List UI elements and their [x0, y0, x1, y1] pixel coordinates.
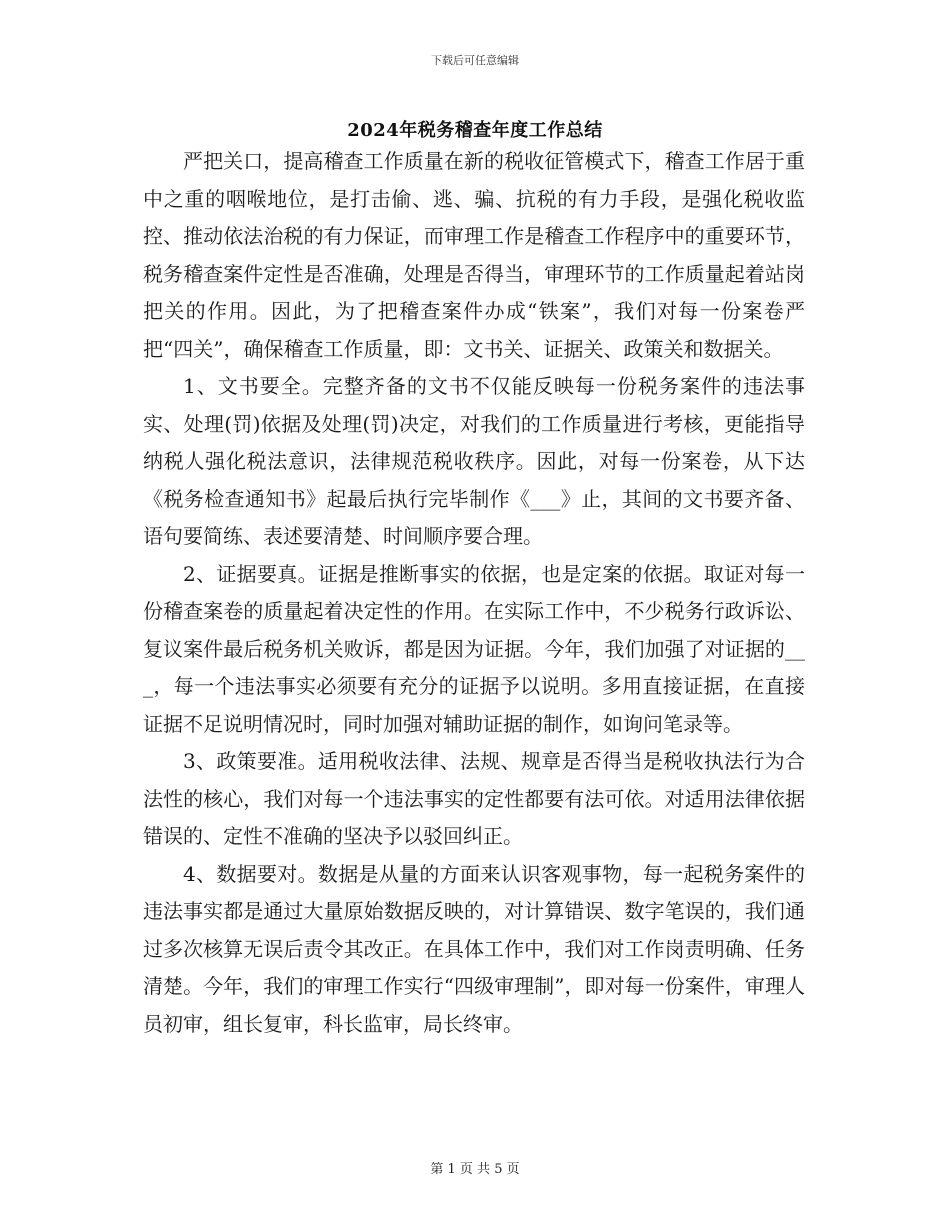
page-number: 第 1 页 共 5 页	[430, 1162, 520, 1177]
paragraph-intro: 严把关口，提高稽查工作质量在新的税收征管模式下，稽查工作居于重中之重的咽喉地位，是打击偷、逃、骗、抗税的有力手段，是强化税收监控、推动依法治税的有力保证，而审理工作是稽查工作程序中的重要环节，税务稽查案件定性是否准确，处理是否得当，审理环节的工作质量起着站岗把关的作用。因此，为了把稽查案件办成“铁案”，我们对每一份案卷严把“四关”，确保稽查工作质量，即：文书关、证据关、政策关和数据关。	[143, 149, 805, 361]
paragraph-evidence: 2、证据要真。证据是推断事实的依据，也是定案的依据。取证对每一份稽查案卷的质量起着决定性的作用。在实际工作中，不少税务行政诉讼、复议案件最后税务机关败诉，都是因为证据。今年，我们加强了对证据的___，每一个违法事实必须要有充分的证据予以说明。多用直接证据，在直接证据不足说明情况时，同时加强对辅助证据的制作，如询问笔录等。	[143, 561, 805, 736]
page-header-note: 下载后可任意编辑	[431, 54, 519, 67]
document-body	[143, 143, 805, 1043]
paragraph-policy: 3、政策要准。适用税收法律、法规、规章是否得当是税收执法行为合法性的核心，我们对每一个违法事实的定性都要有法可依。对适用法律依据错误的、定性不准确的坚决予以驳回纠正。	[143, 749, 805, 848]
paragraph-data: 4、数据要对。数据是从量的方面来认识客观事物，每一起税务案件的违法事实都是通过大量原始数据反映的，对计算错误、数字笔误的，我们通过多次核算无误后责令其改正。在具体工作中，我们对工作岗责明确、任务清楚。今年，我们的审理工作实行“四级审理制”，即对每一份案件，审理人员初审，组长复审，科长监审，局长终审。	[143, 861, 805, 1036]
document-title: 2024年税务稽查年度工作总结	[347, 120, 603, 141]
paragraph-documents: 1、文书要全。完整齐备的文书不仅能反映每一份税务案件的违法事实、处理(罚)依据及处理(罚)决定，对我们的工作质量进行考核，更能指导纳税人强化税法意识，法律规范税收秩序。因此，对每一份案卷，从下达《税务检查通知书》起最后执行完毕制作《___》止，其间的文书要齐备、语句要简练、表述要清楚、时间顺序要合理。	[143, 374, 805, 548]
